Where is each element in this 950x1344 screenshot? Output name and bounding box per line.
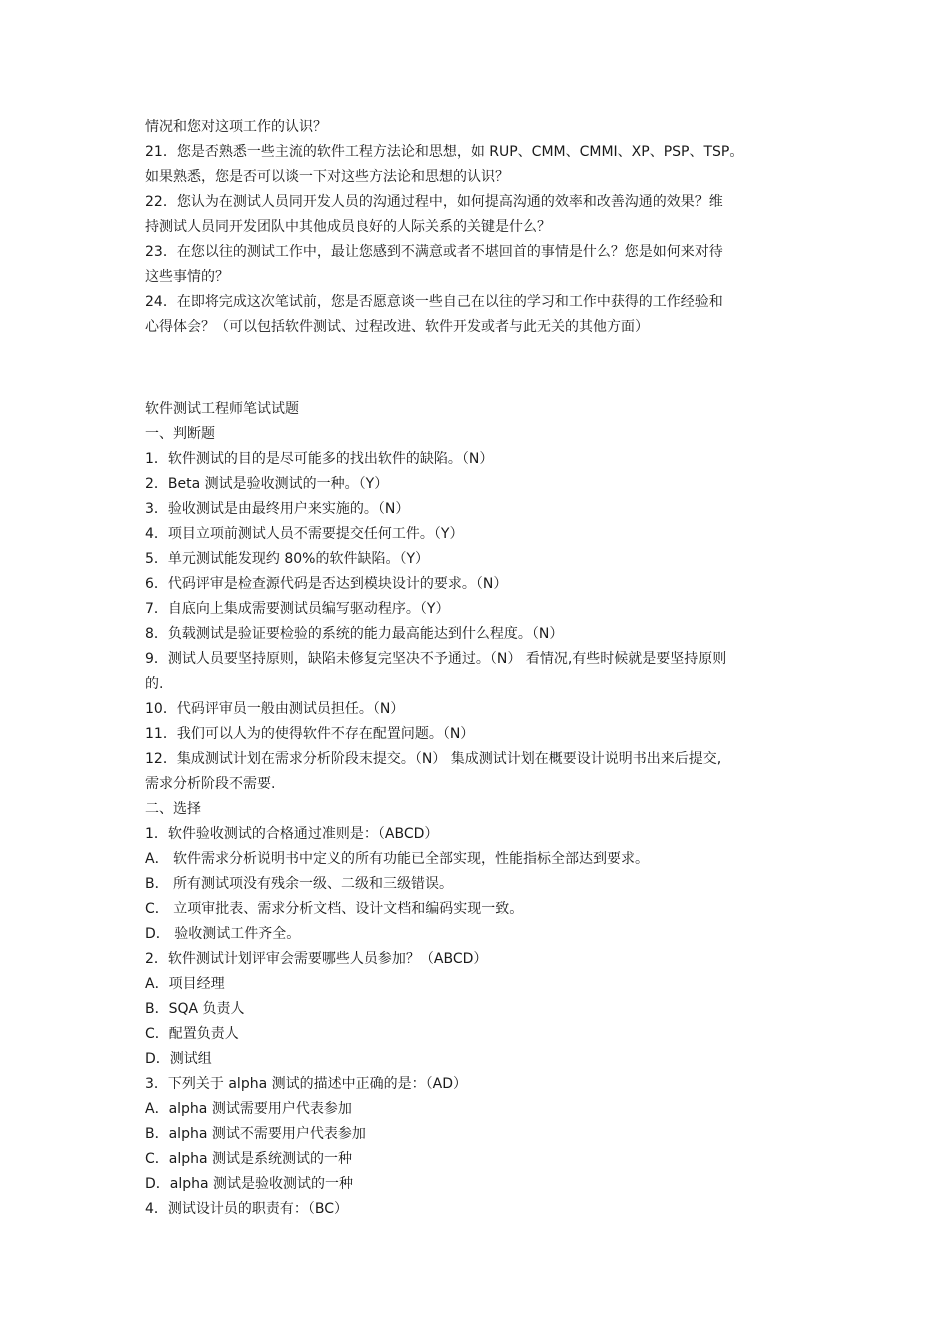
section-heading-judgement: 一、判断题 (145, 426, 215, 442)
text-line: 持测试人员同开发团队中其他成员良好的人际关系的关键是什么？ (145, 219, 551, 235)
document-page (145, 115, 815, 1222)
text-line: 情况和您对这项工作的认识？ (145, 119, 327, 135)
choice-option: A． 软件需求分析说明书中定义的所有功能已全部实现，性能指标全部达到要求。 (145, 851, 650, 867)
choice-option: A．项目经理 (145, 976, 225, 992)
text-line: 如果熟悉，您是否可以谈一下对这些方法论和思想的认识？ (145, 169, 509, 185)
judgement-item: 1．软件测试的目的是尽可能多的找出软件的缺陷。（N） (145, 451, 494, 467)
text-line: 这些事情的？ (145, 269, 229, 285)
text-line: 需求分析阶段不需要. (145, 776, 276, 792)
section-heading-choice: 二、选择 (145, 801, 201, 817)
choice-option: B． 所有测试项没有残余一级、二级和三级错误。 (145, 876, 454, 892)
judgement-item: 10．代码评审员一般由测试员担任。（N） (145, 701, 405, 717)
question-21: 21．您是否熟悉一些主流的软件工程方法论和思想，如 RUP、CMM、CMMI、XP、PSP、TSP。 (145, 144, 744, 160)
choice-option: D．测试组 (145, 1051, 212, 1067)
choice-option: C．配置负责人 (145, 1026, 239, 1042)
judgement-item: 6．代码评审是检查源代码是否达到模块设计的要求。（N） (145, 576, 508, 592)
spacer (145, 340, 815, 397)
exam-title: 软件测试工程师笔试试题 (145, 401, 299, 417)
choice-option: A．alpha 测试需要用户代表参加 (145, 1101, 352, 1117)
question-24: 24．在即将完成这次笔试前，您是否愿意谈一些自己在以往的学习和工作中获得的工作经验和 (145, 294, 723, 310)
judgement-item: 12．集成测试计划在需求分析阶段末提交。（N） 集成测试计划在概要设计说明书出来后提交, (145, 751, 722, 767)
text-line: 的. (145, 676, 164, 692)
choice-option: D．alpha 测试是验收测试的一种 (145, 1176, 354, 1192)
judgement-item: 7．自底向上集成需要测试员编写驱动程序。（Y） (145, 601, 450, 617)
choice-option: C． 立项审批表、需求分析文档、设计文档和编码实现一致。 (145, 901, 524, 917)
judgement-item: 11．我们可以人为的使得软件不存在配置问题。（N） (145, 726, 475, 742)
question-22: 22．您认为在测试人员同开发人员的沟通过程中，如何提高沟通的效率和改善沟通的效果？维 (145, 194, 723, 210)
choice-option: D． 验收测试工件齐全。 (145, 926, 301, 942)
choice-question: 3．下列关于 alpha 测试的描述中正确的是：（AD） (145, 1076, 467, 1092)
choice-option: B．SQA 负责人 (145, 1001, 245, 1017)
choice-question: 4．测试设计员的职责有：（BC） (145, 1201, 349, 1217)
interview-questions-continuation (145, 115, 815, 340)
judgement-item: 2．Beta 测试是验收测试的一种。（Y） (145, 476, 389, 492)
choice-option: B．alpha 测试不需要用户代表参加 (145, 1126, 366, 1142)
judgement-item: 4．项目立项前测试人员不需要提交任何工件。（Y） (145, 526, 464, 542)
judgement-item: 8．负载测试是验证要检验的系统的能力最高能达到什么程度。（N） (145, 626, 564, 642)
choice-question: 2．软件测试计划评审会需要哪些人员参加？（ABCD） (145, 951, 488, 967)
judgement-item: 9．测试人员要坚持原则，缺陷未修复完坚决不予通过。（N） 看情况,有些时候就是要坚持原则 (145, 651, 727, 667)
choice-option: C．alpha 测试是系统测试的一种 (145, 1151, 353, 1167)
question-23: 23．在您以往的测试工作中，最让您感到不满意或者不堪回首的事情是什么？您是如何来对待 (145, 244, 723, 260)
judgement-item: 5．单元测试能发现约 80%的软件缺陷。（Y） (145, 551, 430, 567)
text-line: 心得体会？（可以包括软件测试、过程改进、软件开发或者与此无关的其他方面） (145, 319, 649, 335)
choice-question: 1．软件验收测试的合格通过准则是：（ABCD） (145, 826, 439, 842)
exam-section (145, 397, 815, 1222)
judgement-item: 3．验收测试是由最终用户来实施的。（N） (145, 501, 410, 517)
